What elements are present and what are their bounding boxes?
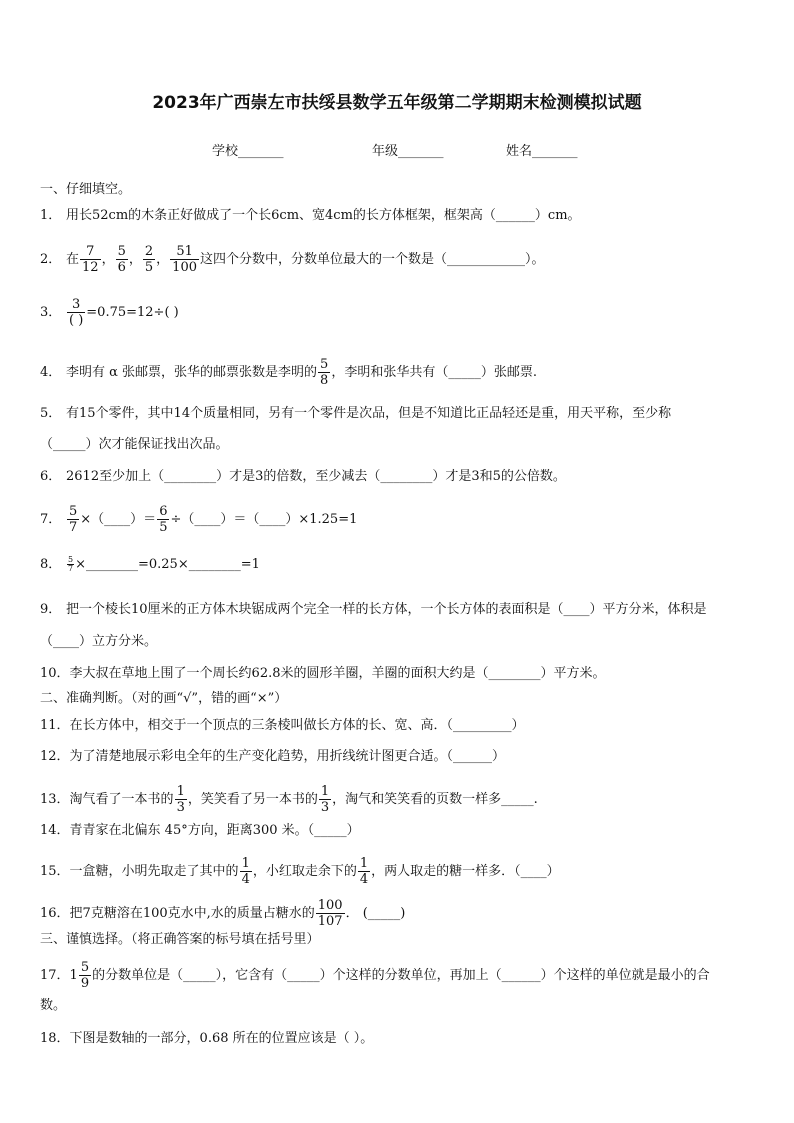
- question-number: 3．: [40, 305, 62, 320]
- question-number: 11．: [40, 718, 70, 733]
- question-text: 一盒糖，小明先取走了其中的: [69, 864, 239, 879]
- question-text: ×________=0.25×________=1: [75, 557, 260, 572]
- question-text: 这四个分数中，分数单位最大的一个数是（____________）。: [200, 252, 545, 267]
- question-text: 数。: [40, 998, 67, 1013]
- question-9: [40, 601, 707, 619]
- question-11: [40, 717, 525, 735]
- question-number: 1．: [40, 208, 62, 223]
- question-18: [40, 1030, 373, 1048]
- question-text: 用长52cm的木条正好做成了一个长6cm、宽4cm的长方体框架，框架高（______）cm。: [66, 208, 581, 223]
- section-2-heading: 二、准确判断。（对的画“√”，错的画“×”）: [40, 691, 288, 706]
- question-number: 7．: [40, 512, 62, 527]
- fraction: $\frac{5}{7}$: [68, 555, 74, 573]
- question-text: ÷（____）＝（____）×1.25=1: [170, 512, 358, 527]
- question-number: 2．: [40, 252, 62, 267]
- question-text: ． (_____): [345, 906, 406, 921]
- fraction: $\frac{1}{3}$: [176, 784, 185, 815]
- name-field: 姓名_______: [506, 144, 578, 159]
- question-8: [40, 556, 260, 574]
- question-5: [40, 405, 671, 423]
- question-text: 的分数单位是（_____），它含有（_____）个这样的分数单位，再加上（______）个这样的单位就是最小的合: [92, 968, 710, 983]
- question-number: 9．: [40, 602, 62, 617]
- fraction: $\frac{1}{4}$: [241, 856, 250, 887]
- question-number: 13．: [40, 792, 70, 807]
- question-3: [40, 297, 179, 328]
- question-1: [40, 207, 581, 225]
- question-17-continued: [40, 997, 66, 1015]
- section-1-heading: 一、仔细填空。: [40, 182, 132, 197]
- question-number: 4．: [40, 365, 62, 380]
- question-number: 16．: [40, 906, 70, 921]
- question-text: ，淘气和笑笑看的页数一样多_____.: [332, 792, 538, 807]
- fraction: $\frac{100}{107}$: [317, 898, 343, 929]
- page-title: 2023年广西崇左市扶绥县数学五年级第二学期期末检测模拟试题: [152, 93, 642, 113]
- question-17: [40, 960, 710, 991]
- question-text: （_____）次才能保证找出次品。: [40, 437, 229, 452]
- question-12: [40, 748, 505, 766]
- question-number: 18．: [40, 1031, 70, 1046]
- question-text: ，两人取走的糖一样多．（____）: [371, 864, 560, 879]
- question-text: 李大叔在草地上围了一个周长约62.8米的圆形羊圈，羊圈的面积大约是（________）平方米。: [69, 666, 606, 681]
- question-9-continued: [40, 633, 157, 651]
- fraction: $\frac{5}{9}$: [80, 960, 90, 991]
- fraction: $\frac{3}{( )}$: [69, 297, 84, 328]
- fraction: $\frac{1}{4}$: [359, 856, 369, 887]
- question-number: 14．: [40, 823, 70, 838]
- fraction: $\frac{51}{100}$: [172, 244, 197, 275]
- grade-field: 年级_______: [372, 144, 444, 159]
- question-number: 17．: [40, 968, 70, 983]
- question-number: 15．: [40, 864, 70, 879]
- question-16: [40, 898, 405, 929]
- question-text: 有15个零件，其中14个质量相同，另有一个零件是次品，但是不知道比正品轻还是重，用天平称，至少称: [66, 406, 672, 421]
- section-3-heading: 三、谨慎选择。（将正确答案的标号填在括号里）: [40, 932, 320, 947]
- question-number: 8．: [40, 557, 62, 572]
- question-6: [40, 468, 566, 486]
- question-text: 在长方体中，相交于一个顶点的三条棱叫做长方体的长、宽、高．（_________）: [69, 718, 525, 733]
- question-text: ，李明和张华共有（_____）张邮票.: [331, 365, 537, 380]
- fraction: $\frac{7}{12}$: [82, 244, 99, 275]
- question-text: 在: [66, 252, 80, 267]
- question-number: 6．: [40, 469, 62, 484]
- question-15: [40, 856, 560, 887]
- question-7: [40, 504, 357, 535]
- mixed-number-whole: 1: [69, 968, 78, 983]
- question-text: 淘气看了一本书的: [69, 792, 174, 807]
- fraction: $\frac{6}{5}$: [159, 504, 168, 535]
- question-text: 李明有 α 张邮票，张华的邮票张数是李明的: [66, 365, 318, 380]
- school-field: 学校_______: [212, 144, 284, 159]
- question-number: 10．: [40, 666, 70, 681]
- fraction: $\frac{5}{7}$: [69, 504, 78, 535]
- question-text: 把一个棱长10厘米的正方体木块锯成两个完全一样的长方体，一个长方体的表面积是（____）平方分米，体积是: [66, 602, 707, 617]
- question-14: [40, 822, 360, 840]
- question-text: 把7克糖溶在100克水中,水的质量占糖水的: [69, 906, 315, 921]
- question-number: 5．: [40, 406, 62, 421]
- question-text: ，小红取走余下的: [252, 864, 357, 879]
- question-text: 为了清楚地展示彩电全年的生产变化趋势，用折线统计图更合适。（______）: [69, 749, 506, 764]
- question-number: 12．: [40, 749, 70, 764]
- question-text: 下图是数轴的一部分，0.68 所在的位置应该是（ ）。: [69, 1031, 374, 1046]
- question-text: 2612至少加上（________）才是3的倍数，至少减去（________）才是3和5的公倍数。: [66, 469, 566, 484]
- question-2: 2． 在 $\frac{7}{12}$ ， $\frac{5}{6}$ ， $\frac{2}{5}$ ， $\frac{51}{100}$ 这四个分数中，分数单位最大的一个数是（____________）。: [40, 244, 545, 275]
- fraction: $\frac{1}{3}$: [320, 784, 330, 815]
- question-text: ×（____）＝: [80, 512, 157, 527]
- question-5-continued: [40, 436, 229, 454]
- fraction: $\frac{2}{5}$: [144, 244, 154, 275]
- fraction: $\frac{5}{6}$: [117, 244, 126, 275]
- question-13: [40, 784, 538, 815]
- question-text: ，笑笑看了另一本书的: [187, 792, 318, 807]
- question-10: [40, 665, 606, 683]
- question-text: （____）立方分米。: [40, 634, 158, 649]
- question-text: =0.75=12÷( ): [86, 305, 179, 320]
- question-text: 青青家在北偏东 45°方向，距离300 米。（_____）: [69, 823, 360, 838]
- question-4: [40, 357, 537, 388]
- fraction: $\frac{5}{8}$: [320, 357, 329, 388]
